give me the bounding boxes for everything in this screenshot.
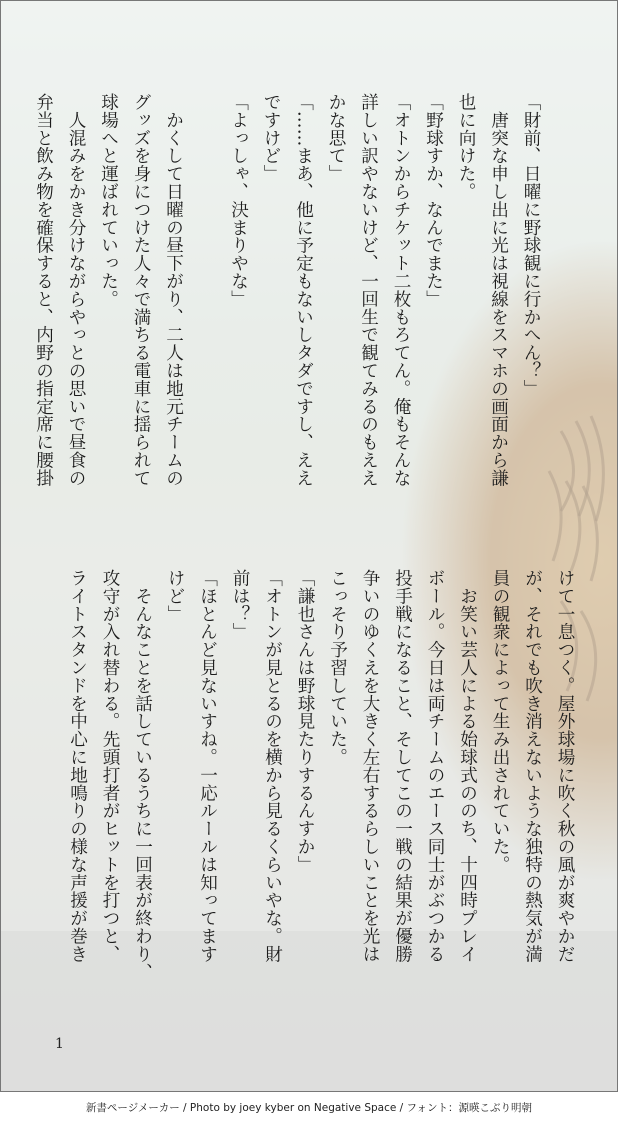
text-line: 「野球すか、なんでまた」 xyxy=(423,93,444,308)
page-number: 1 xyxy=(55,1036,64,1052)
text-line: お笑い芸人による始球式ののち、十四時プレイ xyxy=(457,569,478,963)
text-line: 員の観衆によって生み出されていた。 xyxy=(490,569,510,874)
text-line: 也に向けた。 xyxy=(456,93,476,201)
text-line: 詳しい訳やないけど、一回生で観てみるのもええ xyxy=(358,93,379,487)
text-line: 「オトンからチケット二枚もろてん。俺もそんな xyxy=(391,93,411,487)
text-block-lower xyxy=(61,569,581,1009)
text-line: 唐突な申し出に光は視線をスマホの画面から謙 xyxy=(488,93,509,487)
text-block-upper xyxy=(27,93,547,533)
text-line: 「……まあ、他に予定もないしタダですし、ええ xyxy=(293,93,314,487)
text-line: 前は？」 xyxy=(230,569,250,641)
text-line: 争いのゆくえを大きく左右するらしいことを光は xyxy=(360,569,380,963)
text-line: ボール。今日は両チームのエース同士がぶつかる xyxy=(425,569,445,963)
text-line: 「財前、日曜に野球観に行かへん？」 xyxy=(521,93,541,398)
text-line: 人混みをかき分けながらやっとの思いで昼食の xyxy=(66,93,86,487)
text-line: そんなことを話しているうちに一回表が終わり、 xyxy=(132,569,153,981)
text-line: が、それでも吹き消えないような独特の熱気が満 xyxy=(522,569,543,963)
text-line: 「ほとんど見ないすね。一応ルールは知ってます xyxy=(197,569,218,963)
text-line: 攻守が入れ替わる。先頭打者がヒットを打つと、 xyxy=(100,569,120,963)
text-line: けて一息つく。屋外球場に吹く秋の風が爽やかだ xyxy=(555,569,575,963)
text-line: 弁当と飲み物を確保すると、内野の指定席に腰掛 xyxy=(33,93,54,487)
text-line: ですけど」 xyxy=(261,93,281,183)
text-line: グッズを身につけた人々で満ちる電車に揺られて xyxy=(131,93,151,487)
credit-line: 新書ページメーカー / Photo by joey kyber on Negative Space / フォント：源暎こぶり明朝 xyxy=(85,1102,533,1114)
text-line: かくして日曜の昼下がり、二人は地元チームの xyxy=(163,93,184,487)
text-line: かな思て」 xyxy=(326,93,346,183)
text-line: こっそり予習していた。 xyxy=(327,569,348,766)
text-line: ライトスタンドを中心に地鳴りの様な声援が巻き xyxy=(67,569,88,963)
text-line: 「謙也さんは野球見たりするんすか」 xyxy=(295,569,315,874)
text-line: 「よっしゃ、決まりやな」 xyxy=(228,93,249,308)
text-line: 「オトンが見とるのを横から見るくらいやな。財 xyxy=(262,569,283,963)
blank-line xyxy=(190,93,223,533)
text-line: 球場へと運ばれていった。 xyxy=(98,93,119,308)
text-line: 投手戦になること、そしてこの一戦の結果が優勝 xyxy=(392,569,413,963)
text-line: けど」 xyxy=(165,569,185,623)
